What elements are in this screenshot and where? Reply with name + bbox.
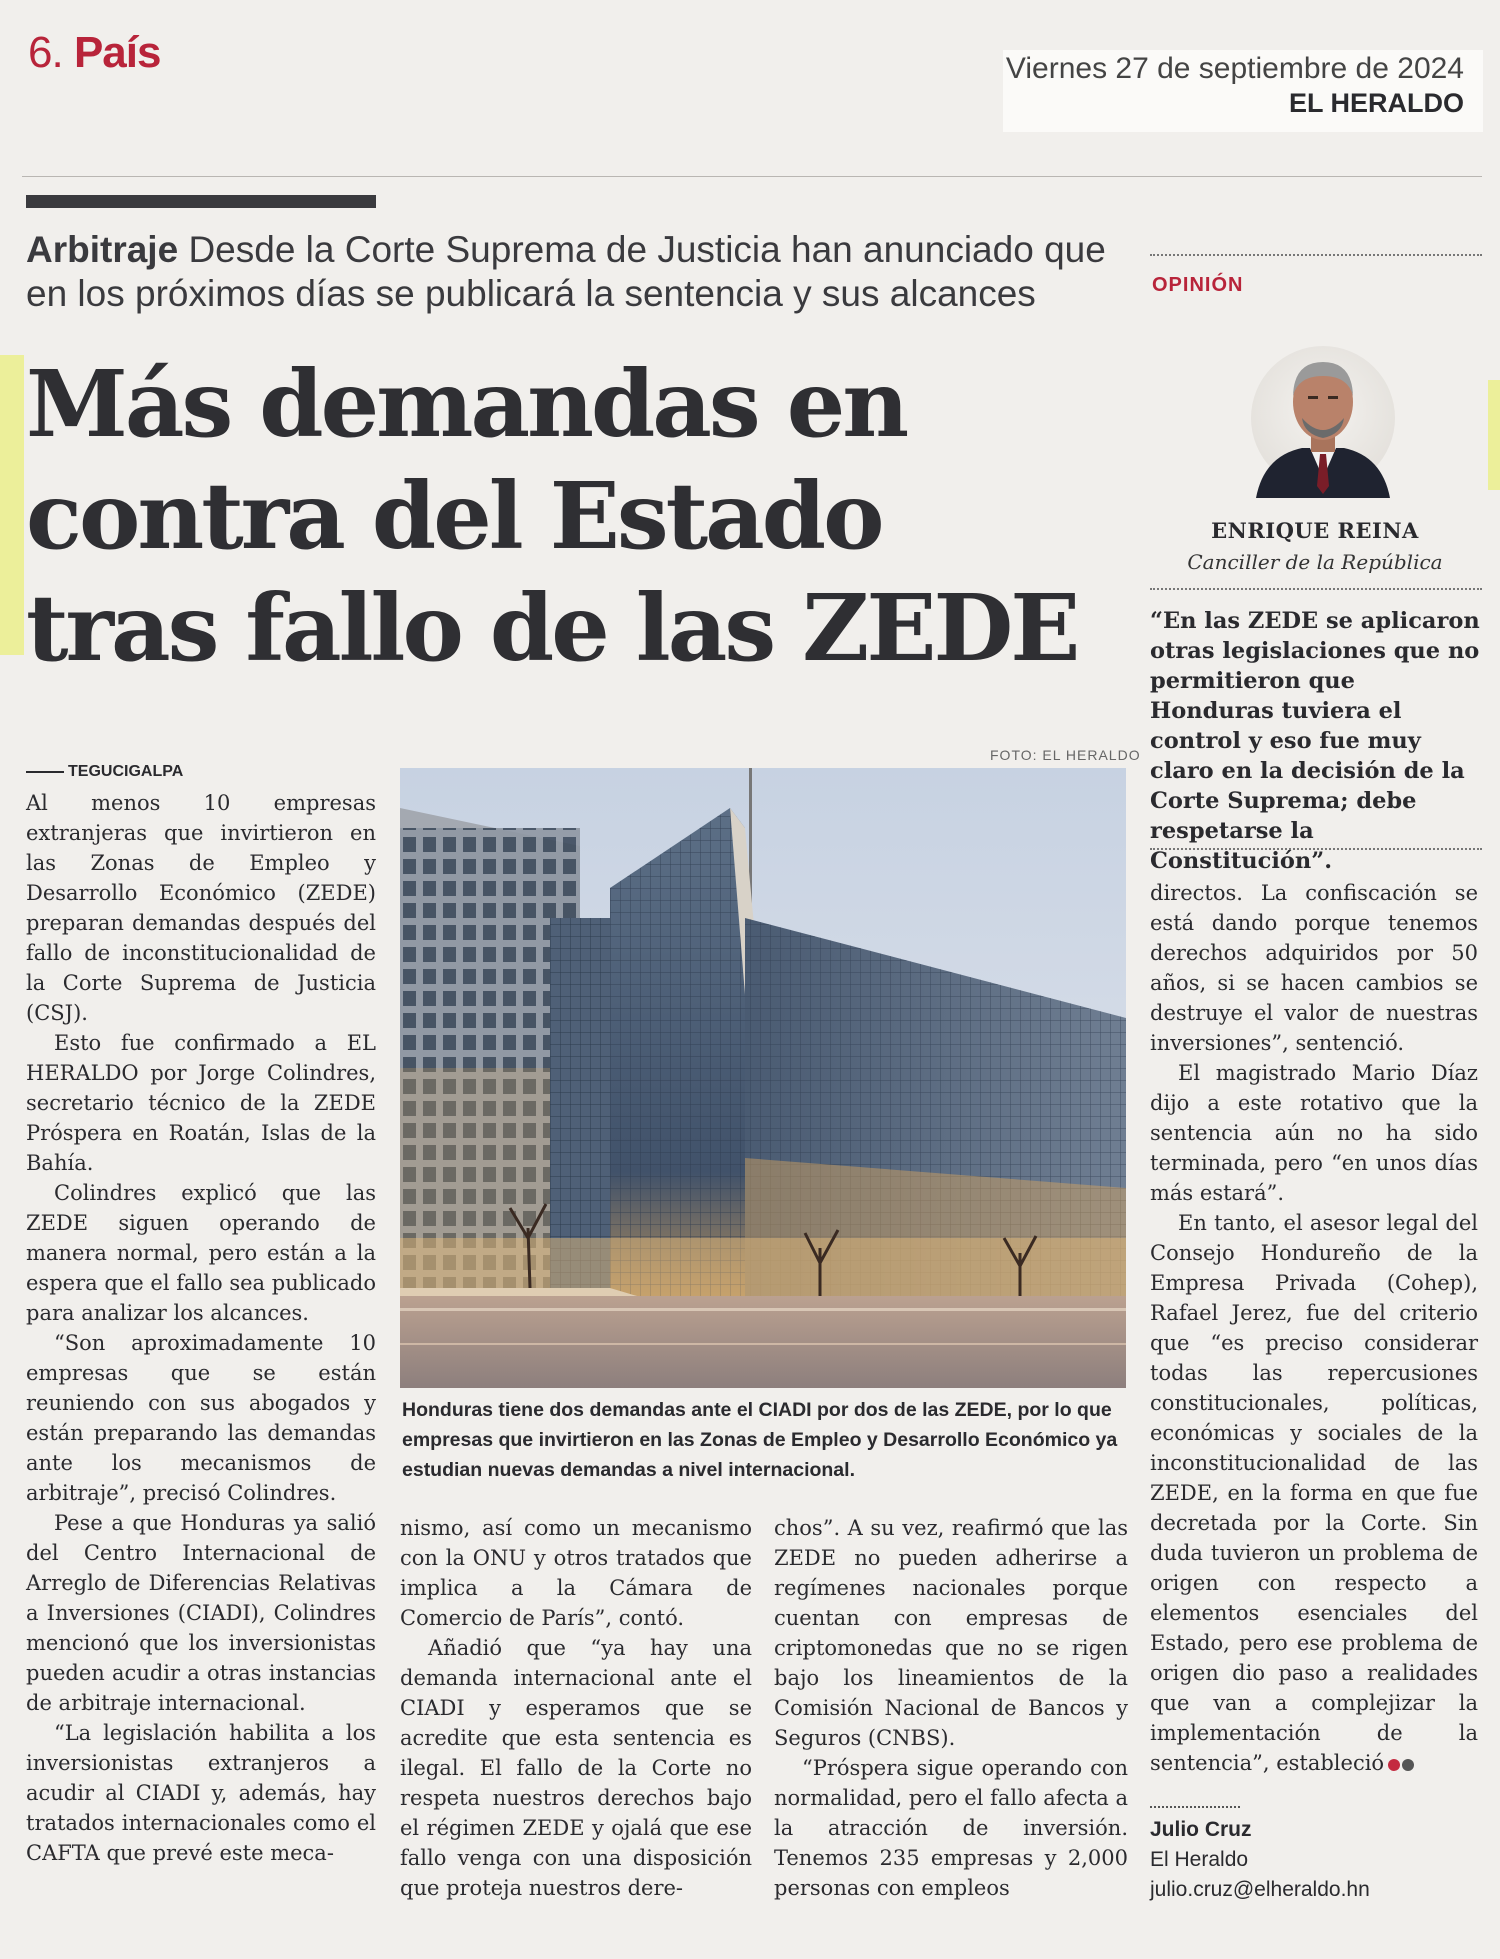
dateline: TEGUCIGALPA bbox=[26, 763, 183, 781]
headline-line: Más demandas en bbox=[26, 350, 907, 458]
dotted-divider bbox=[1150, 848, 1482, 850]
paragraph: Esto fue confirmado a EL HERALDO por Jorge Colindres, secretario técnico de la ZEDE Próspera en Roatán, Islas de la Bahía. bbox=[26, 1031, 376, 1175]
paragraph: Pese a que Honduras ya salió del Centro Internacional de Arreglo de Diferencias Relativas a Inversiones (CIADI), Colindres mencionó que los inversionistas pueden acudir a otras instancias de arbitraje internacional. bbox=[26, 1511, 376, 1715]
paragraph: El magistrado Mario Díaz dijo a este rotativo que la sentencia aún no ha sido terminada, pero “en unos días más estará”. bbox=[1150, 1061, 1478, 1205]
paragraph: “Próspera sigue operando con normalidad, pero el fallo afecta a la atracción de inversión. Tenemos 235 empresas y 2,000 personas con empleos bbox=[774, 1756, 1128, 1900]
opinion-author-role: Canciller de la República bbox=[1187, 550, 1443, 574]
section-name: País bbox=[73, 28, 161, 77]
header-divider bbox=[22, 176, 1482, 177]
building-photo bbox=[400, 768, 1126, 1388]
photo-caption: Honduras tiene dos demandas ante el CIADI por dos de las ZEDE, por lo que empresas que invirtieron en las Zonas de Empleo y Desarrollo Económico ya estudian nuevas demandas a nivel internacional. bbox=[402, 1399, 1118, 1481]
paragraph bbox=[1150, 1208, 1478, 1778]
headline-line: contra del Estado bbox=[26, 462, 882, 570]
article-column-1 bbox=[26, 788, 376, 1868]
highlighter-mark bbox=[1488, 380, 1500, 490]
newspaper-name: EL HERALDO bbox=[1288, 88, 1464, 118]
paragraph-text: En tanto, el asesor legal del Consejo Hondureño de la Empresa Privada (Cohep), Rafael Jerez, fue del criterio que “es preciso considerar todas las repercusiones constitucionales, políticas, económicas y sociales de la inconstitucionalidad de las ZEDE, en la forma en que fue decretada por la Corte. Sin duda tuvieron un problema de origen con respecto a elementos esenciales del Estado, pero ese problema de origen dio paso a realidades que van a complejizar la implementación de la sentencia”, estableció bbox=[1150, 1211, 1478, 1775]
opinion-author-name: ENRIQUE REINA bbox=[1211, 518, 1419, 543]
article-column-2 bbox=[400, 1513, 752, 1903]
page-number: 6. bbox=[28, 28, 63, 77]
signature-divider bbox=[1150, 1806, 1240, 1808]
end-mark-icon bbox=[1402, 1759, 1414, 1771]
opinion-label: OPINIÓN bbox=[1152, 274, 1244, 296]
issue-date: Viernes 27 de septiembre de 2024 bbox=[1005, 52, 1464, 85]
article-column-4 bbox=[1150, 878, 1478, 1778]
avatar bbox=[1250, 338, 1396, 498]
paragraph: Añadió que “ya hay una demanda internacional ante el CIADI y esperamos que se acredite que esta sentencia es ilegal. El fallo de la Corte no respeta nuestros derechos bajo el régimen ZEDE y ojalá que ese fallo venga con una disposición que proteja nuestros dere- bbox=[400, 1636, 752, 1900]
paragraph: Al menos 10 empresas extranjeras que invirtieron en las Zonas de Empleo y Desarrollo Económico (ZEDE) preparan demandas después del fallo de inconstitucionalidad de la Corte Suprema de Justicia (CSJ). bbox=[26, 791, 376, 1025]
author-name: Julio Cruz bbox=[1150, 1818, 1252, 1841]
paragraph: “Son aproximadamente 10 empresas que se están reuniendo con sus abogados y están preparando las demandas ante los mecanismos de arbitraje”, precisó Colindres. bbox=[26, 1331, 376, 1505]
paragraph: nismo, así como un mecanismo con la ONU y otros tratados que implica a la Cámara de Comercio de París”, contó. bbox=[400, 1516, 752, 1630]
opinion-quote: “En las ZEDE se aplicaron otras legislaciones que no permitieron que Honduras tuviera el control y eso fue muy claro en la decisión de la Corte Suprema; debe respetarse la Constitución”. bbox=[1150, 608, 1480, 874]
highlighter-mark bbox=[0, 355, 24, 655]
article-column-3 bbox=[774, 1513, 1128, 1903]
headline-line: tras fallo de las ZEDE bbox=[26, 574, 1078, 682]
paragraph: chos”. A su vez, reafirmó que las ZEDE no pueden adherirse a regímenes nacionales porque cuentan con empresas de criptomonedas que no se rigen bajo los lineamientos de la Comisión Nacional de Bancos y Seguros (CNBS). bbox=[774, 1516, 1128, 1750]
photo-credit: FOTO: EL HERALDO bbox=[990, 747, 1141, 763]
author-email: julio.cruz@elheraldo.hn bbox=[1150, 1878, 1370, 1901]
paragraph: directos. La confiscación se está dando porque tenemos derechos adquiridos por 50 años, si se hacen cambios se destruye el valor de nuestras inversiones”, sentenció. bbox=[1150, 881, 1478, 1055]
section-bar bbox=[26, 195, 376, 208]
kicker-text: Desde la Corte Suprema de Justicia han anunciado que en los próximos días se publicará la sentencia y sus alcances bbox=[26, 229, 1106, 314]
dotted-divider bbox=[1150, 254, 1482, 256]
kicker-label: Arbitraje bbox=[26, 229, 179, 270]
paragraph: Colindres explicó que las ZEDE siguen operando de manera normal, pero están a la espera que el fallo sea publicado para analizar los alcances. bbox=[26, 1181, 376, 1325]
paragraph: “La legislación habilita a los inversionistas extranjeros a acudir al CIADI y, además, hay tratados internacionales como el CAFTA que prevé este meca- bbox=[26, 1721, 376, 1865]
end-mark-icon bbox=[1388, 1759, 1400, 1771]
headline bbox=[26, 348, 1136, 684]
dotted-divider bbox=[1150, 588, 1482, 590]
author-organization: El Heraldo bbox=[1150, 1848, 1249, 1871]
kicker bbox=[26, 228, 1126, 316]
page-number-section bbox=[28, 28, 160, 78]
